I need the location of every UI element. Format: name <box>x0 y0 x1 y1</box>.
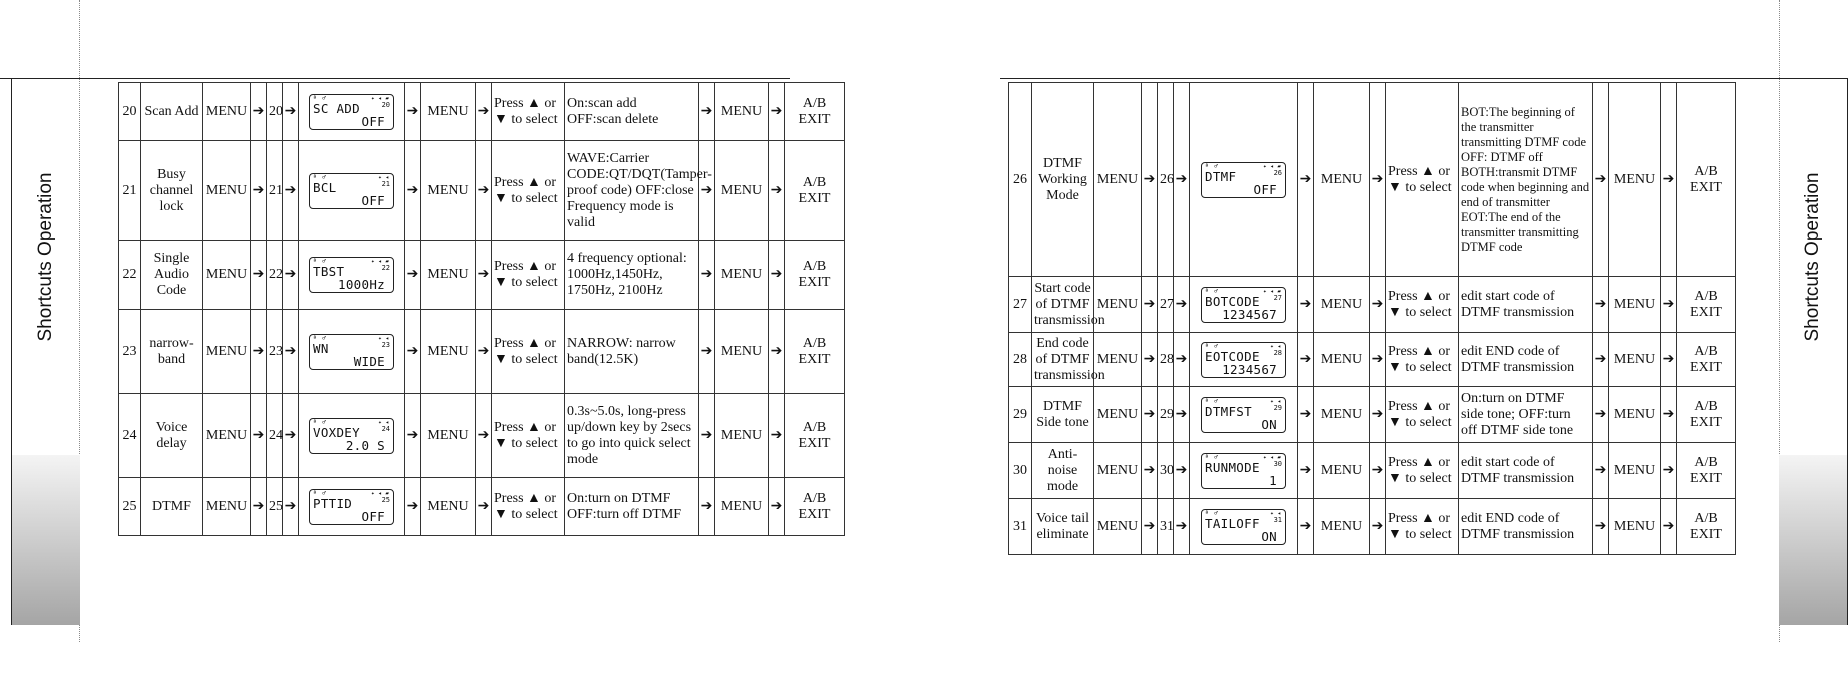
lcd-status-icons-right: ✦ ◂ ▰ <box>1262 162 1281 170</box>
row-number: 28 <box>1009 333 1032 387</box>
lcd-menu-number: 24 <box>381 424 390 433</box>
option-description: On:turn on DTMF side tone; OFF:turn off DTMF side tone <box>1459 387 1593 443</box>
right-shortcuts-table <box>1008 82 1736 555</box>
lcd-screen <box>309 418 394 454</box>
menu-key: MENU <box>203 310 251 394</box>
press-instruction: Press ▲ or ▼ to select <box>492 310 565 394</box>
arrow-icon: ➔ <box>1661 277 1677 333</box>
lcd-status-icons: ª ♂ <box>1205 287 1219 295</box>
exit-key: A/B EXIT <box>785 478 845 536</box>
arrow-icon: ➔ <box>405 83 421 141</box>
menu-key: MENU <box>1094 83 1142 277</box>
left-page-tab <box>11 78 80 683</box>
press-instruction: Press ▲ or ▼ to select <box>1386 443 1459 499</box>
lcd-display <box>299 478 405 536</box>
arrow-icon: ➔ <box>769 241 785 310</box>
arrow-icon: ➔ <box>251 141 267 241</box>
table-row <box>1009 277 1736 333</box>
press-instruction: Press ▲ or ▼ to select <box>492 83 565 141</box>
lcd-line2: OFF <box>361 113 385 129</box>
arrow-icon: ➔ <box>1298 277 1314 333</box>
menu-key: MENU <box>421 394 476 478</box>
lcd-line1: BOTCODE <box>1205 293 1260 309</box>
menu-step-number: 22 <box>267 241 283 310</box>
exit-key: A/B EXIT <box>785 83 845 141</box>
row-number: 20 <box>119 83 141 141</box>
exit-key: A/B EXIT <box>785 141 845 241</box>
menu-key: MENU <box>1094 387 1142 443</box>
function-name: Scan Add <box>141 83 203 141</box>
row-number: 31 <box>1009 499 1032 555</box>
arrow-icon: ➔ <box>251 394 267 478</box>
function-name: DTMF <box>141 478 203 536</box>
lcd-line2: OFF <box>361 508 385 524</box>
right-page-tab <box>1779 78 1848 683</box>
lcd-display <box>299 83 405 141</box>
lcd-screen <box>1201 509 1286 545</box>
menu-key: MENU <box>203 141 251 241</box>
arrow-icon: ➔ <box>1370 83 1386 277</box>
lcd-line2: WIDE <box>353 353 385 369</box>
menu-key: MENU <box>421 83 476 141</box>
menu-step-number: 20 <box>267 83 283 141</box>
arrow-icon: ➔ <box>1593 277 1609 333</box>
arrow-icon: ➔ <box>476 83 492 141</box>
lcd-line2: 1 <box>1269 472 1277 488</box>
function-name: Voice delay <box>141 394 203 478</box>
lcd-line1: RUNMODE <box>1205 459 1260 475</box>
arrow-icon: ➔ <box>1593 443 1609 499</box>
lcd-status-icons-right: ✦ ◂ ▰ <box>370 258 389 265</box>
table-row <box>119 478 845 536</box>
option-description: On:turn on DTMF OFF:turn off DTMF <box>565 478 699 536</box>
arrow-icon: ➔ <box>1370 443 1386 499</box>
arrow-icon: ➔ <box>1661 333 1677 387</box>
menu-step-number: 25 <box>267 478 283 536</box>
exit-key: A/B EXIT <box>1677 333 1736 387</box>
lcd-menu-number: 26 <box>1273 168 1282 177</box>
lcd-status-icons: ª ♂ <box>1205 162 1219 170</box>
exit-key: A/B EXIT <box>1677 387 1736 443</box>
menu-key: MENU <box>715 83 769 141</box>
right-header-rule <box>1000 78 1848 79</box>
arrow-icon: ➔ <box>699 241 715 310</box>
exit-key: A/B EXIT <box>785 241 845 310</box>
lcd-line2: OFF <box>1253 181 1277 197</box>
arrow-icon: ➔ <box>1661 499 1677 555</box>
menu-key: MENU <box>1609 333 1661 387</box>
lcd-status-icons: ª ♂ <box>1205 453 1219 461</box>
lcd-display <box>1190 277 1298 333</box>
menu-key: MENU <box>1609 499 1661 555</box>
lcd-line1: WN <box>313 340 329 356</box>
lcd-status-icons: ª ♂ <box>313 94 327 102</box>
lcd-line1: PTTID <box>313 495 353 511</box>
menu-key: MENU <box>1609 443 1661 499</box>
right-page-title: Shortcuts Operation <box>1802 172 1823 342</box>
lcd-menu-number: 21 <box>381 179 390 188</box>
lcd-line2: 1000Hz <box>338 277 385 292</box>
arrow-icon: ➔ <box>769 478 785 536</box>
option-description: edit END code of DTMF transmission <box>1459 499 1593 555</box>
lcd-status-icons-right: ✦ ◂ <box>378 173 389 181</box>
arrow-icon: ➔ <box>1174 443 1190 499</box>
lcd-menu-number: 20 <box>381 100 390 109</box>
menu-key: MENU <box>421 141 476 241</box>
row-number: 22 <box>119 241 141 310</box>
menu-step-number: 27 <box>1158 277 1174 333</box>
press-instruction: Press ▲ or ▼ to select <box>492 241 565 310</box>
lcd-status-icons: ª ♂ <box>1205 342 1219 350</box>
arrow-icon: ➔ <box>405 394 421 478</box>
row-number: 24 <box>119 394 141 478</box>
menu-key: MENU <box>1609 83 1661 277</box>
lcd-menu-number: 31 <box>1273 515 1282 524</box>
arrow-icon: ➔ <box>1142 277 1158 333</box>
function-name: Anti-noise mode <box>1032 443 1094 499</box>
arrow-icon: ➔ <box>283 83 299 141</box>
menu-key: MENU <box>1314 277 1370 333</box>
arrow-icon: ➔ <box>251 241 267 310</box>
lcd-display <box>1190 499 1298 555</box>
arrow-icon: ➔ <box>1174 387 1190 443</box>
lcd-status-icons: ª ♂ <box>313 258 327 265</box>
menu-key: MENU <box>1314 333 1370 387</box>
lcd-menu-number: 23 <box>381 340 390 349</box>
arrow-icon: ➔ <box>1370 387 1386 443</box>
lcd-screen <box>309 94 394 130</box>
arrow-icon: ➔ <box>1298 333 1314 387</box>
arrow-icon: ➔ <box>1661 83 1677 277</box>
arrow-icon: ➔ <box>1142 387 1158 443</box>
arrow-icon: ➔ <box>699 310 715 394</box>
arrow-icon: ➔ <box>283 141 299 241</box>
arrow-icon: ➔ <box>1593 499 1609 555</box>
function-name: Single Audio Code <box>141 241 203 310</box>
lcd-screen <box>1201 342 1286 378</box>
lcd-screen <box>309 489 394 525</box>
press-instruction: Press ▲ or ▼ to select <box>492 478 565 536</box>
arrow-icon: ➔ <box>1298 83 1314 277</box>
arrow-icon: ➔ <box>283 241 299 310</box>
lcd-screen <box>309 334 394 370</box>
arrow-icon: ➔ <box>1174 333 1190 387</box>
arrow-icon: ➔ <box>405 241 421 310</box>
arrow-icon: ➔ <box>769 394 785 478</box>
menu-key: MENU <box>1094 333 1142 387</box>
menu-key: MENU <box>715 141 769 241</box>
menu-key: MENU <box>1094 443 1142 499</box>
lcd-screen <box>1201 162 1286 198</box>
option-description: On:scan add OFF:scan delete <box>565 83 699 141</box>
lcd-display <box>1190 443 1298 499</box>
arrow-icon: ➔ <box>699 141 715 241</box>
arrow-icon: ➔ <box>476 241 492 310</box>
row-number: 23 <box>119 310 141 394</box>
function-name: End code of DTMF transmission <box>1032 333 1094 387</box>
arrow-icon: ➔ <box>476 310 492 394</box>
function-name: narrow-band <box>141 310 203 394</box>
lcd-status-icons: ª ♂ <box>313 173 327 181</box>
lcd-menu-number: 28 <box>1273 348 1282 357</box>
lcd-display <box>299 394 405 478</box>
menu-key: MENU <box>1314 499 1370 555</box>
arrow-icon: ➔ <box>283 394 299 478</box>
lcd-display <box>1190 333 1298 387</box>
arrow-icon: ➔ <box>251 478 267 536</box>
lcd-display <box>1190 387 1298 443</box>
menu-key: MENU <box>203 241 251 310</box>
lcd-status-icons: ª ♂ <box>1205 509 1219 517</box>
menu-key: MENU <box>715 394 769 478</box>
arrow-icon: ➔ <box>405 310 421 394</box>
arrow-icon: ➔ <box>405 478 421 536</box>
function-name: Busy channel lock <box>141 141 203 241</box>
table-row <box>119 310 845 394</box>
arrow-icon: ➔ <box>1661 443 1677 499</box>
lcd-menu-number: 30 <box>1273 459 1282 468</box>
row-number: 25 <box>119 478 141 536</box>
menu-key: MENU <box>203 394 251 478</box>
lcd-screen <box>1201 287 1286 323</box>
lcd-status-icons: ª ♂ <box>1205 397 1219 405</box>
arrow-icon: ➔ <box>283 478 299 536</box>
arrow-icon: ➔ <box>1174 277 1190 333</box>
lcd-status-icons: ª ♂ <box>313 334 327 342</box>
lcd-menu-number: 29 <box>1273 403 1282 412</box>
lcd-line2: OFF <box>361 192 385 208</box>
left-shortcuts-table <box>118 82 845 536</box>
arrow-icon: ➔ <box>1298 499 1314 555</box>
press-instruction: Press ▲ or ▼ to select <box>492 394 565 478</box>
lcd-line1: VOXDEY <box>313 424 360 440</box>
option-description: 0.3s~5.0s, long-press up/down key by 2secs to go into quick select mode <box>565 394 699 478</box>
lcd-status-icons-right: ✦ ◂ ▰ <box>1262 453 1281 461</box>
menu-step-number: 31 <box>1158 499 1174 555</box>
menu-key: MENU <box>715 310 769 394</box>
arrow-icon: ➔ <box>1593 333 1609 387</box>
arrow-icon: ➔ <box>1174 83 1190 277</box>
arrow-icon: ➔ <box>476 141 492 241</box>
option-description: edit END code of DTMF transmission <box>1459 333 1593 387</box>
arrow-icon: ➔ <box>699 83 715 141</box>
arrow-icon: ➔ <box>1370 499 1386 555</box>
arrow-icon: ➔ <box>699 478 715 536</box>
lcd-display <box>1190 83 1298 277</box>
left-page-title: Shortcuts Operation <box>35 172 56 342</box>
lcd-line1: TAILOFF <box>1205 515 1260 531</box>
menu-key: MENU <box>1314 443 1370 499</box>
menu-step-number: 28 <box>1158 333 1174 387</box>
arrow-icon: ➔ <box>1661 387 1677 443</box>
exit-key: A/B EXIT <box>785 394 845 478</box>
menu-step-number: 30 <box>1158 443 1174 499</box>
menu-key: MENU <box>203 478 251 536</box>
lcd-line1: DTMF <box>1205 168 1237 184</box>
lcd-line2: 1234567 <box>1222 306 1277 322</box>
table-row <box>1009 83 1736 277</box>
menu-key: MENU <box>421 478 476 536</box>
arrow-icon: ➔ <box>251 310 267 394</box>
exit-key: A/B EXIT <box>1677 83 1736 277</box>
arrow-icon: ➔ <box>283 310 299 394</box>
arrow-icon: ➔ <box>1298 443 1314 499</box>
table-row <box>119 241 845 310</box>
arrow-icon: ➔ <box>769 141 785 241</box>
function-name: DTMF Side tone <box>1032 387 1094 443</box>
lcd-status-icons-right: ✦ ◂ <box>378 418 389 426</box>
exit-key: A/B EXIT <box>1677 499 1736 555</box>
arrow-icon: ➔ <box>1370 333 1386 387</box>
lcd-display <box>299 141 405 241</box>
table-row <box>119 83 845 141</box>
exit-key: A/B EXIT <box>1677 443 1736 499</box>
row-number: 29 <box>1009 387 1032 443</box>
option-description: 4 frequency optional: 1000Hz,1450Hz, 1750Hz, 2100Hz <box>565 241 699 310</box>
option-description: WAVE:Carrier CODE:QT/DQT(Tamper-proof code) OFF:close Frequency mode is valid <box>565 141 699 241</box>
right-page-number: 16 <box>1800 656 1826 683</box>
press-instruction: Press ▲ or ▼ to select <box>1386 333 1459 387</box>
arrow-icon: ➔ <box>769 83 785 141</box>
arrow-icon: ➔ <box>1593 387 1609 443</box>
lcd-status-icons-right: ✦ ◂ <box>1270 397 1281 405</box>
lcd-display <box>299 310 405 394</box>
table-row <box>119 394 845 478</box>
lcd-line2: 2.0 S <box>345 437 385 453</box>
press-instruction: Press ▲ or ▼ to select <box>1386 499 1459 555</box>
row-number: 30 <box>1009 443 1032 499</box>
arrow-icon: ➔ <box>251 83 267 141</box>
arrow-icon: ➔ <box>1370 277 1386 333</box>
lcd-line2: ON <box>1261 416 1277 432</box>
arrow-icon: ➔ <box>699 394 715 478</box>
lcd-line2: ON <box>1261 528 1277 544</box>
menu-key: MENU <box>421 241 476 310</box>
arrow-icon: ➔ <box>1142 499 1158 555</box>
lcd-line1: DTMFST <box>1205 403 1252 419</box>
option-description: edit start code of DTMF transmission <box>1459 443 1593 499</box>
lcd-line2: 1234567 <box>1222 361 1277 377</box>
lcd-status-icons-right: ✦ ◂ <box>1270 342 1281 350</box>
menu-key: MENU <box>203 83 251 141</box>
table-row <box>1009 499 1736 555</box>
menu-key: MENU <box>1314 387 1370 443</box>
menu-step-number: 29 <box>1158 387 1174 443</box>
table-row <box>1009 387 1736 443</box>
lcd-screen <box>309 257 394 293</box>
arrow-icon: ➔ <box>476 478 492 536</box>
lcd-screen <box>1201 453 1286 489</box>
menu-step-number: 24 <box>267 394 283 478</box>
arrow-icon: ➔ <box>1142 443 1158 499</box>
table-row <box>1009 443 1736 499</box>
row-number: 21 <box>119 141 141 241</box>
menu-key: MENU <box>1094 499 1142 555</box>
row-number: 27 <box>1009 277 1032 333</box>
lcd-screen <box>309 173 394 209</box>
arrow-icon: ➔ <box>1142 83 1158 277</box>
arrow-icon: ➔ <box>1174 499 1190 555</box>
option-description: NARROW: narrow band(12.5K) <box>565 310 699 394</box>
lcd-display <box>299 241 405 310</box>
menu-step-number: 21 <box>267 141 283 241</box>
lcd-menu-number: 27 <box>1273 293 1282 302</box>
menu-key: MENU <box>1314 83 1370 277</box>
lcd-line1: TBST <box>313 264 345 279</box>
menu-key: MENU <box>1094 277 1142 333</box>
menu-step-number: 26 <box>1158 83 1174 277</box>
function-name: Start code of DTMF transmission <box>1032 277 1094 333</box>
option-description: edit start code of DTMF transmission <box>1459 277 1593 333</box>
lcd-line1: BCL <box>313 179 337 195</box>
lcd-line1: SC ADD <box>313 100 360 116</box>
arrow-icon: ➔ <box>1298 387 1314 443</box>
exit-key: A/B EXIT <box>785 310 845 394</box>
menu-key: MENU <box>715 478 769 536</box>
menu-key: MENU <box>1609 387 1661 443</box>
lcd-status-icons: ª ♂ <box>313 489 327 497</box>
lcd-status-icons-right: ✦ ◂ ▰ <box>370 489 389 497</box>
table-row <box>119 141 845 241</box>
press-instruction: Press ▲ or ▼ to select <box>1386 277 1459 333</box>
lcd-status-icons-right: ✦ ◂ ▰ <box>370 94 389 102</box>
table-row <box>1009 333 1736 387</box>
left-page-number: 15 <box>33 656 59 683</box>
press-instruction: Press ▲ or ▼ to select <box>1386 387 1459 443</box>
lcd-menu-number: 25 <box>381 495 390 504</box>
function-name: Voice tail eliminate <box>1032 499 1094 555</box>
menu-key: MENU <box>715 241 769 310</box>
lcd-menu-number: 22 <box>381 264 390 272</box>
row-number: 26 <box>1009 83 1032 277</box>
menu-step-number: 23 <box>267 310 283 394</box>
menu-key: MENU <box>1609 277 1661 333</box>
left-header-rule <box>0 78 790 79</box>
arrow-icon: ➔ <box>769 310 785 394</box>
lcd-line1: EOTCODE <box>1205 348 1260 364</box>
lcd-status-icons: ª ♂ <box>313 418 327 426</box>
lcd-screen <box>1201 397 1286 433</box>
exit-key: A/B EXIT <box>1677 277 1736 333</box>
lcd-status-icons-right: ✦ ◂ ▰ <box>1262 287 1281 295</box>
lcd-status-icons-right: ✦ ◂ <box>1270 509 1281 517</box>
lcd-status-icons-right: ✦ ◂ <box>378 334 389 342</box>
menu-key: MENU <box>421 310 476 394</box>
arrow-icon: ➔ <box>1142 333 1158 387</box>
press-instruction: Press ▲ or ▼ to select <box>492 141 565 241</box>
option-description: BOT:The beginning of the transmitter transmitting DTMF code OFF: DTMF off BOTH:transmit DTMF code when beginning and end of transmitter EOT:The end of the transmitter transmitting DTMF code <box>1459 83 1593 277</box>
arrow-icon: ➔ <box>476 394 492 478</box>
arrow-icon: ➔ <box>1593 83 1609 277</box>
arrow-icon: ➔ <box>405 141 421 241</box>
press-instruction: Press ▲ or ▼ to select <box>1386 83 1459 277</box>
function-name: DTMF Working Mode <box>1032 83 1094 277</box>
